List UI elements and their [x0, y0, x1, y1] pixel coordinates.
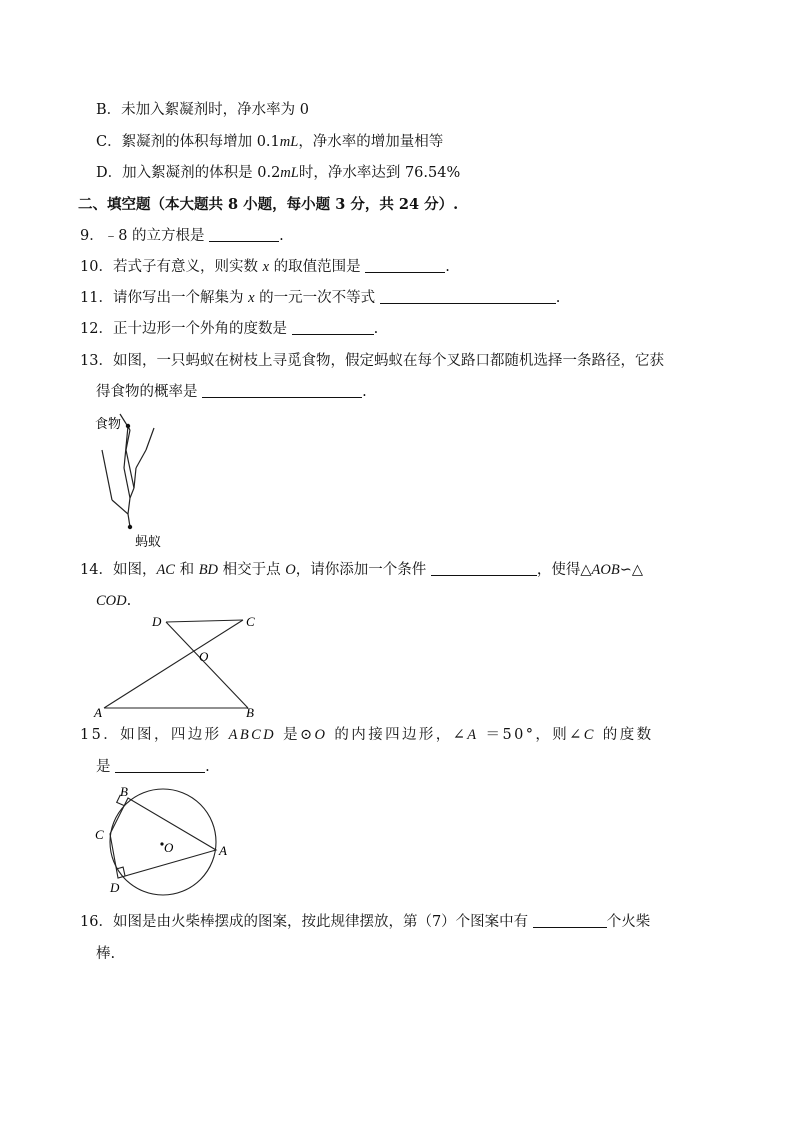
answer-blank[interactable] [292, 320, 374, 335]
label-b: B [246, 705, 254, 720]
food-label: 食物 [95, 416, 122, 431]
answer-blank[interactable] [209, 227, 279, 242]
tree-branch [146, 428, 154, 450]
tree-figure [90, 410, 180, 555]
answer-blank[interactable] [533, 913, 607, 928]
segment-db [166, 622, 248, 708]
segment-dc [166, 620, 243, 622]
label-b: B [120, 784, 128, 799]
question-10: 10．若式子有意义，则实数 x 的取值范围是 . [80, 259, 450, 275]
question-16-line1: 16．如图是由火柴棒摆成的图案，按此规律摆放，第（7）个图案中有 个火柴 [80, 914, 651, 930]
option-d: D．加入絮凝剂的体积是 0.2mL时，净水率达到 76.54% [96, 165, 461, 181]
question-13-line1: 13．如图，一只蚂蚁在树枝上寻觅食物，假定蚂蚁在每个叉路口都随机选择一条路径，它获 [80, 353, 664, 369]
question-9: 9．﹣8 的立方根是 . [80, 228, 284, 244]
option-b: B．未加入絮凝剂时，净水率为 0 [96, 102, 309, 118]
label-o: O [199, 649, 209, 664]
triangles-figure [88, 610, 268, 722]
option-c: C．絮凝剂的体积每增加 0.1mL，净水率的增加量相等 [96, 134, 444, 150]
answer-blank[interactable] [365, 258, 445, 273]
tree-branch [136, 450, 146, 468]
answer-blank[interactable] [431, 561, 537, 576]
circle-figure [88, 782, 238, 896]
question-11: 11．请你写出一个解集为 x 的一元一次不等式 . [80, 290, 561, 306]
label-c: C [95, 827, 104, 842]
tree-branch [134, 468, 136, 488]
tree-branch [130, 488, 134, 498]
label-a: A [94, 705, 102, 720]
tree-branch [124, 468, 130, 498]
circle-o [110, 789, 216, 895]
answer-blank[interactable] [202, 383, 362, 398]
ant-point [128, 525, 132, 529]
label-a: A [219, 843, 227, 858]
question-12: 12．正十边形一个外角的度数是 . [80, 321, 379, 337]
question-14-line1: 14．如图，AC 和 BD 相交于点 O，请你添加一个条件 ，使得△AOB∽△ [80, 562, 644, 578]
food-point [126, 424, 130, 428]
answer-blank[interactable] [115, 758, 205, 773]
section-title: 二、填空题（本大题共 8 小题，每小题 3 分，共 24 分）. [78, 196, 459, 213]
label-c: C [246, 614, 255, 629]
answer-blank[interactable] [380, 289, 556, 304]
tree-branch [112, 500, 128, 514]
tree-branch [128, 498, 130, 514]
question-14-line2: COD. [96, 593, 132, 609]
question-13-line2: 得食物的概率是 . [96, 384, 367, 400]
question-16-line2: 棒. [96, 946, 116, 962]
quadrilateral-abcd [110, 798, 216, 878]
question-15-line1: 15．如图，四边形 ABCD 是⊙O 的内接四边形，∠A ＝50°，则∠C 的度数 [80, 727, 654, 743]
ant-label: 蚂蚁 [135, 534, 162, 549]
label-d: D [152, 614, 162, 629]
label-d: D [110, 880, 120, 895]
tree-branch [102, 450, 112, 500]
question-15-line2: 是 . [96, 759, 210, 775]
segment-ac [104, 620, 243, 708]
label-o: O [164, 840, 174, 855]
